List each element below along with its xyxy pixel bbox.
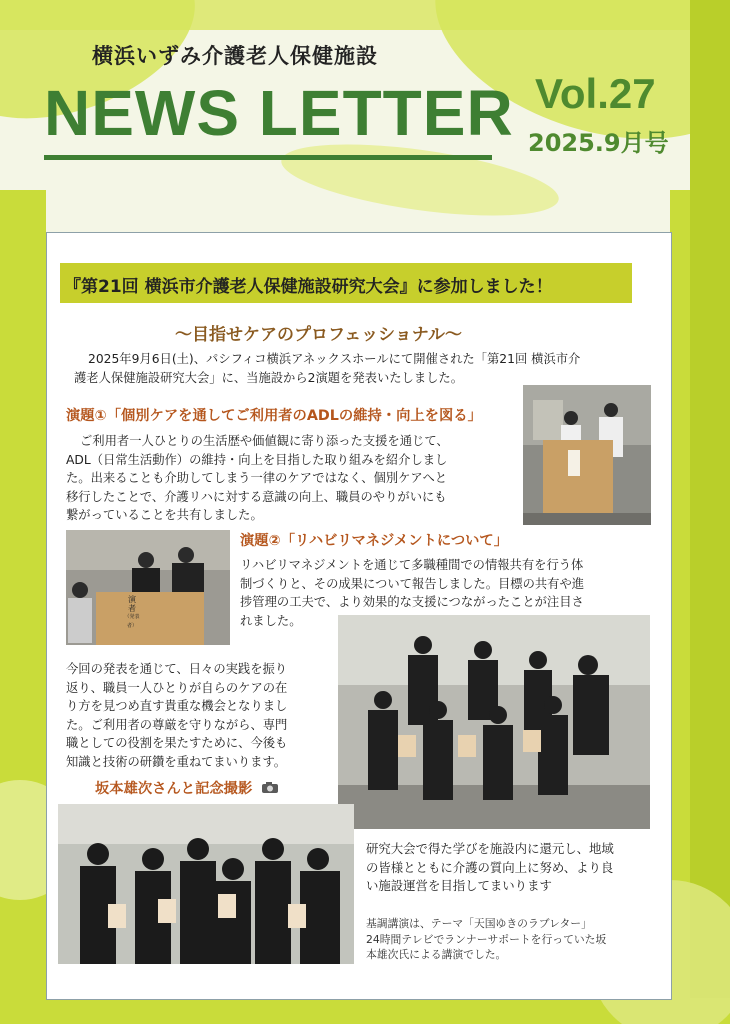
intro-line: 2025年9月6日(土)、パシフィコ横浜アネックスホールにて開催された「第21回 横浜市介 [88,352,581,366]
talk1-line: ご利用者一人ひとりの生活歴や価値観に寄り添った支援を通じて、 [80,434,449,448]
podium-photo-2 [66,530,230,645]
talk1-line: 繋がっていることを共有しました。 [66,508,263,522]
closing-text [366,840,666,896]
reflection-line: 今回の発表を通じて、日々の実践を振り [66,662,288,676]
note-line: 本雄次氏による講演でした。 [366,948,507,961]
note-line: 24時間テレビでランナーサポートを行っていた坂 [366,932,607,946]
article-subtitle: ～目指せケアのプロフェッショナル～ [175,325,462,345]
issue-date: 2025.9月号 [528,129,669,157]
reflection-line: 返り、職員一人ひとりが自らのケアの在 [66,680,288,695]
group-photo [338,615,650,829]
reflection-line: り方を見つめ直す貴重な機会となりまし [66,699,288,713]
camera-icon [261,781,279,798]
podium-sign-text: 者 [128,604,136,613]
talk2-line: 制づくりと、その成果について報告しました。目標の共有や進 [240,576,585,591]
intro-text [74,350,664,387]
facility-name: 横浜いずみ介護老人保健施設 [92,44,378,68]
talk1-line: た。出来ることも介助してしまう一律のケアではなく、個別ケアへと [66,471,448,485]
talk2-heading: 演題②「リハビリマネジメントについて」 [240,533,509,549]
commemorative-photo [58,804,354,964]
talk1-line: 移行したことで、介護リハに対する意識の向上、職員のやりがいにも [66,489,447,504]
talk1-line: ADL（日常生活動作）の維持・向上を目指した取り組みを紹介しまし [66,452,448,467]
article-title: 『第21回 横浜市介護老人保健施設研究大会』に参加しました！ [64,277,553,297]
reflection-line: た。ご利用者の尊厳を守りながら、専門 [66,717,288,732]
photo-caption-text: 坂本雄次さんと記念撮影 [95,781,253,797]
talk2-line: 捗管理の工夫で、より効果的な支援につながったことが注目さ [240,595,584,609]
closing-line: 研究大会で得た学びを施設内に還元し、地域 [366,841,614,856]
intro-line: 護老人保健施設研究大会」に、当施設から2演題を発表いたしました。 [74,370,464,385]
podium-sign-text: （発表者） [124,614,140,629]
volume-number: Vol.27 [535,70,656,117]
talk2-line: れました。 [240,613,302,628]
closing-line: の皆様とともに介護の質向上に努め、より良 [366,859,614,875]
note-line: 基調講演は、テーマ「天国ゆきのラブレター」 [366,917,592,930]
title-underline [44,155,492,160]
reflection-text [66,660,336,771]
keynote-note [366,916,666,963]
newsletter-title: NEWS LETTER [44,77,514,149]
talk1-text [66,432,526,525]
talk1-heading: 演題①「個別ケアを通してご利用者のADLの維持・向上を図る」 [66,408,482,424]
closing-line: い施設運営を目指してまいります [366,878,552,893]
podium-sign [122,595,142,631]
talk2-line: リハビリマネジメントを通じて多職種間での情報共有を行う体 [240,558,584,572]
podium-sign-text: 演 [128,595,136,604]
reflection-line: 知識と技術の研鑽を重ねてまいります。 [66,754,287,769]
reflection-line: 職としての役割を果たすために、今後も [66,736,288,750]
podium-photo-1 [523,385,651,525]
photo-caption [95,778,279,798]
